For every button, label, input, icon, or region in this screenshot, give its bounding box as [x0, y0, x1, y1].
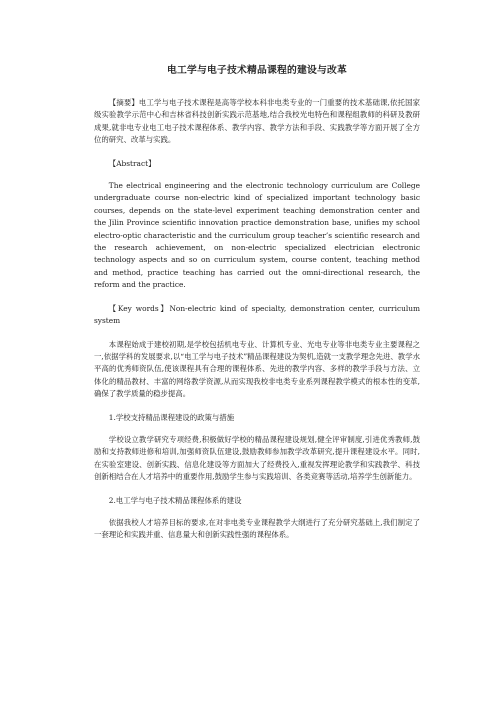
- document-body: [94, 64, 420, 553]
- english-abstract: The electrical engineering and the electronic technology curriculum are College undergraduate course non-electric kind of specialized important technology basic courses, depends on the state-level experiment teaching demonstration center and the Jilin Province scientific innovation practice demonstration base, unifies my school electro-optic characteristic and the curriculum group teacher’s scientific research and the research achievement, on non-electric specialized electrician electronic technology aspects and so on curriculum system, course content, teaching method and method, practice teaching has carried out the omni-directional research, the reform and the practice.: [94, 181, 420, 290]
- keywords: 【Key words】Non-electric kind of specialty, demonstration center, curriculum system: [94, 303, 420, 326]
- abstract-heading: 【Abstract】: [108, 158, 156, 168]
- section-1-body: 学校设立教学研究专项经费,积极做好学校的精品课程建设规划,健全评审制度,引进优秀教师,鼓励和支持教师进修和培训,加强师资队伍建设,鼓励教师参加教学改革研究,提升课程建设水平。同时,在实验室建设、创新实践、信息化建设等方面加大了经费投入,重视发挥理论教学和实践教学、科技创新相结合在人才培养中的重要作用,鼓励学生参与实践培训、各类竞赛等活动,培养学生创新能力。: [94, 434, 420, 482]
- section-1-heading: 1.学校支持精品课程建设的政策与措施: [108, 412, 235, 422]
- document-title: 电工学与电子技术精品课程的建设与改革: [167, 65, 347, 76]
- intro-paragraph: 本课程始成于建校初期,是学校包括机电专业、计算机专业、光电专业等非电类专业主要课程之一,依据学科的发展要求,以“电工学与电子技术”精品课程建设为契机,造就一支教学理念先进、教学水平高的优秀师资队伍,使该课程具有合理的课程体系、先进的教学内容、多样的教学手段与方法、立体化的精品教材、丰富的网络教学资源,从而实现我校非电类专业系列课程教学模式的根本性的变革,确保了教学质量的稳步提高。: [94, 339, 420, 399]
- chinese-abstract: 【摘要】电工学与电子技术课程是高等学校本科非电类专业的一门重要的技术基础课,依托国家级实验教学示范中心和吉林省科技创新实践示范基地,结合我校光电特色和课程组教师的科研及教研成果,就非电专业电工电子技术课程体系、教学内容、教学方法和手段、实践教学等方面开展了全方位的研究、改革与实践。: [94, 98, 420, 145]
- section-2-heading: 2.电工学与电子技术精品课程体系的建设: [108, 495, 242, 505]
- section-2-body: 依据我校人才培养目标的要求,在对非电类专业课程教学大纲进行了充分研究基础上,我们制定了一套理论和实践并重、信息量大和创新实践性强的课程体系。: [94, 517, 420, 540]
